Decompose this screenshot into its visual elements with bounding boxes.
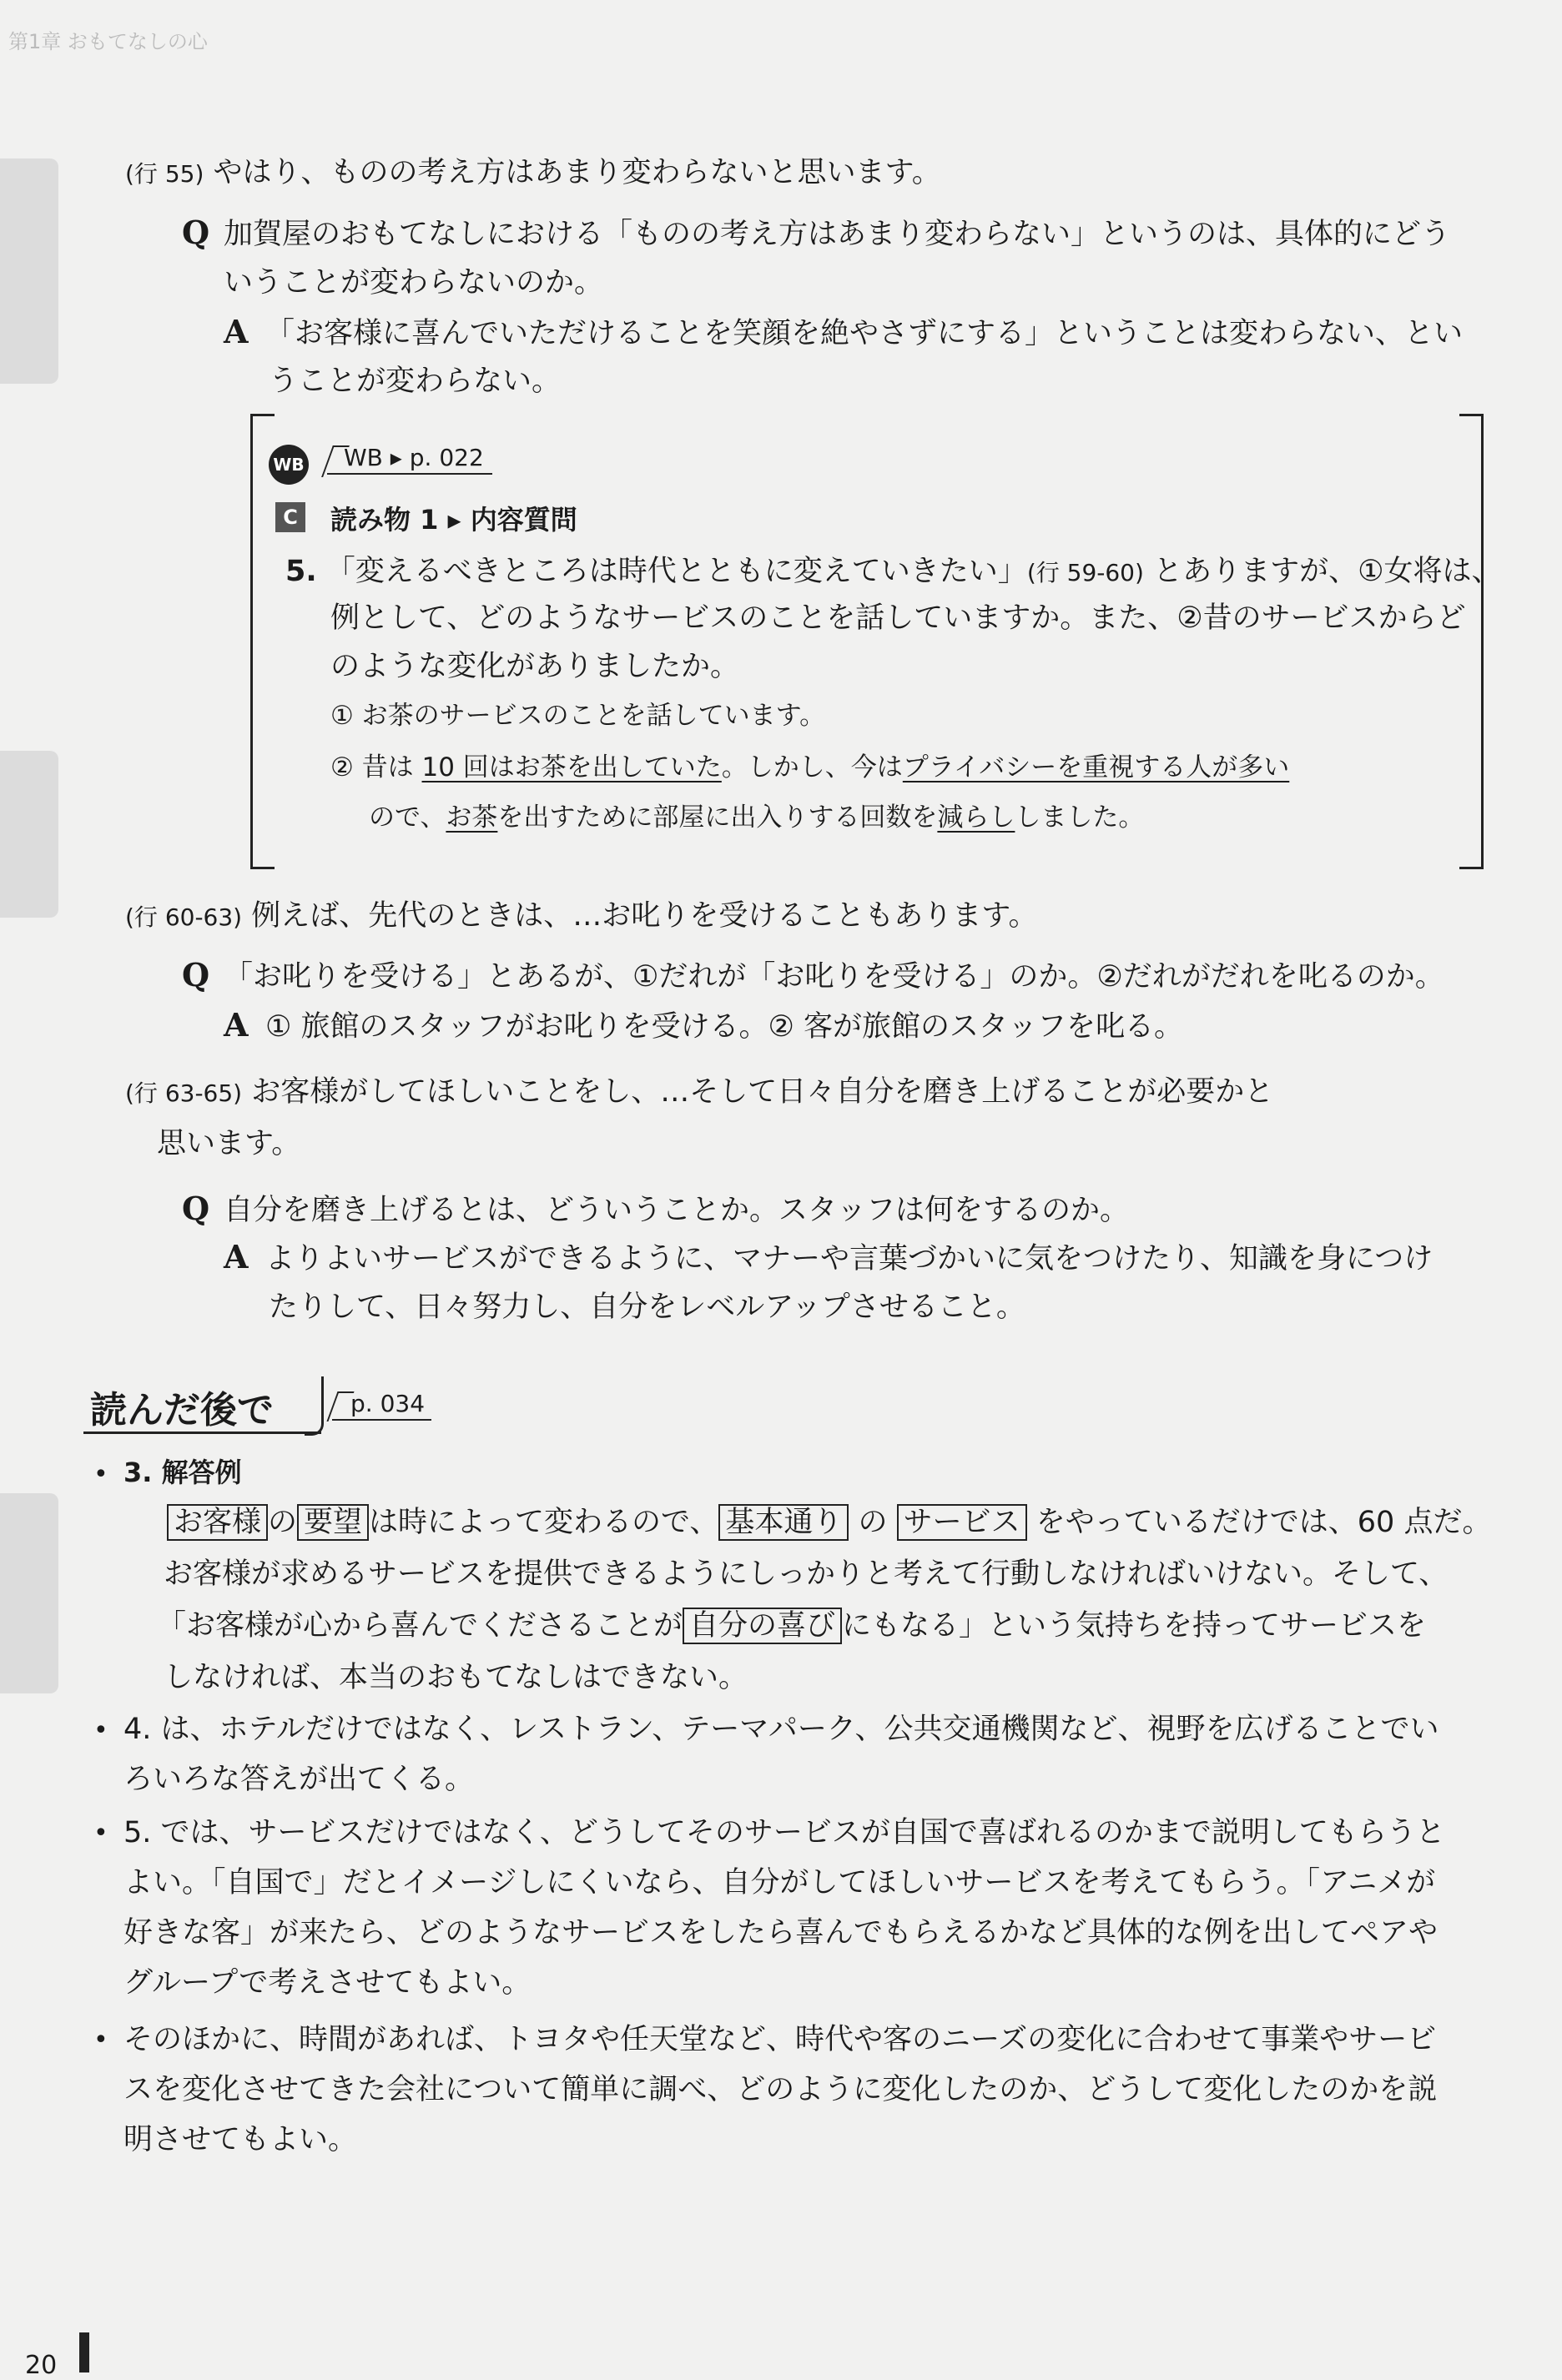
body-line: 4. は、ホテルだけではなく、レストラン、テーマパーク、公共交通機関など、視野を広げることでい [123, 1713, 1439, 1746]
answer-text: よりよいサービスができるように、マナーや言葉づかいに気をつけたり、知識を身につけ [265, 1242, 1434, 1276]
answer-text: 「お客様に喜んでいただけることを笑顔を絶やさずにする」ということは変わらない、とい [265, 317, 1464, 350]
chapter-tab [0, 1493, 58, 1693]
question-line [182, 956, 1444, 994]
underlined-text: お茶 [446, 803, 498, 833]
body-line: そのほかに、時間があれば、トヨタや任天堂など、時代や客のニーズの変化に合わせて事業やサービ [123, 2023, 1437, 2056]
page-marker-bar [79, 2332, 89, 2372]
bullet: • [93, 1716, 108, 1745]
answer-line [224, 1006, 1183, 1044]
wb-answer-text: しました。 [1015, 803, 1145, 833]
body-text: の [849, 1506, 897, 1539]
page-number: 20 [25, 2351, 58, 2380]
body-line: 5. では、サービスだけではなく、どうしてそのサービスが自国で喜ばれるのかまで説明してもらうと [123, 1816, 1445, 1849]
quote-line [125, 898, 1037, 933]
quote-line [125, 155, 941, 190]
body-line: 好きな客」が来たら、どのようなサービスをしたら喜んでもらえるかなど具体的な例を出してペアや [123, 1916, 1439, 1950]
underlined-text: プライバシーを重視する人が多い [902, 752, 1290, 782]
bracket-left [250, 414, 275, 869]
workbook-page-ref: WB ▸ p. 022 [327, 444, 492, 475]
wb-question-line [285, 554, 1500, 589]
section-badge: C [275, 502, 305, 532]
quote-text: 例えば、先代のときは、…お叱りを受けることもあります。 [251, 899, 1038, 933]
wb-question-text: とありますが、①女将は、 [1153, 555, 1501, 588]
quote-text: やはり、ものの考え方はあまり変わらないと思います。 [213, 156, 941, 189]
line-ref: (行 55) [125, 160, 204, 188]
question-text: 「お叱りを受ける」とあるが、①だれが「お叱りを受ける」のか。②だれがだれを叱るのか。 [224, 960, 1444, 994]
body-line: スを変化させてきた会社について簡単に調べ、どのように変化したのか、どうして変化したのかを説 [123, 2073, 1438, 2106]
underlined-text: 10 回はお茶を出していた [421, 752, 722, 782]
answer-text: ① 旅館のスタッフがお叱りを受ける。② 客が旅館のスタッフを叱る。 [265, 1010, 1184, 1044]
question-text: 自分を磨き上げるとは、どういうことか。スタッフは何をするのか。 [224, 1194, 1130, 1227]
a-marker: A [224, 313, 249, 350]
body-text: の [268, 1506, 298, 1539]
body-line: よい。「自国で」だとイメージしにくいなら、自分がしてほしいサービスを考えてもらう。「アニメが [123, 1866, 1436, 1899]
wb-answer-text: ② 昔は [330, 752, 422, 782]
wb-answer-text: ので、 [369, 803, 446, 833]
answer-line: うことが変わらない。 [269, 365, 562, 398]
line-ref: (行 60-63) [125, 903, 243, 931]
section-title: 読んだ後で [90, 1389, 274, 1432]
body-line: 明させてもよい。 [123, 2123, 358, 2156]
question-line [182, 214, 1450, 252]
body-text: をやっているだけでは、60 点だ。 [1026, 1506, 1492, 1539]
answer-example-label: 3. 解答例 [123, 1457, 242, 1488]
underlined-text: 減らし [937, 803, 1015, 833]
chapter-tab [0, 158, 58, 384]
answer-line: たりして、日々努力し、自分をレベルアップさせること。 [269, 1291, 1025, 1324]
a-marker: A [224, 1238, 249, 1276]
section-page-ref: p. 034 [332, 1390, 431, 1421]
body-line [157, 1608, 1426, 1643]
bracket-right [1459, 414, 1484, 869]
body-line: ろいろな答えが出てくる。 [123, 1763, 475, 1796]
boxed-term: 自分の喜び [683, 1608, 842, 1644]
answer-line [224, 313, 1463, 351]
boxed-term: 基本通り [718, 1504, 849, 1541]
bullet: • [93, 2025, 108, 2055]
workbook-heading: 読み物 1 ▸ 内容質問 [330, 504, 577, 536]
quote-text: お客様がしてほしいことをし、…そして日々自分を磨き上げることが必要かと [251, 1075, 1274, 1109]
line-ref: (行 63-65) [125, 1079, 243, 1107]
running-header: 第1章 おもてなしの心 [8, 30, 208, 53]
question-text: 加賀屋のおもてなしにおける「ものの考え方はあまり変わらない」というのは、具体的にどう [224, 218, 1451, 251]
boxed-term: サービス [897, 1504, 1027, 1541]
wb-question-line: 例として、どのようなサービスのことを話していますか。また、②昔のサービスからど [330, 601, 1466, 635]
q-marker: Q [182, 214, 210, 251]
body-line: お客様が求めるサービスを提供できるようにしっかりと考えて行動しなければいけない。そして、 [164, 1557, 1449, 1591]
a-marker: A [224, 1006, 249, 1044]
boxed-term: お客様 [167, 1504, 268, 1541]
q-marker: Q [182, 1190, 210, 1227]
quote-line [125, 1074, 1273, 1109]
bullet: • [93, 1819, 108, 1848]
workbook-icon: WB [269, 445, 309, 485]
wb-question-text: 「変えるべきところは時代とともに変えていきたい」 [325, 555, 1027, 588]
wb-answer-line [330, 752, 1289, 783]
quote-line: 思います。 [157, 1127, 301, 1160]
title-rule [83, 1432, 321, 1434]
answer-line [224, 1238, 1433, 1276]
wb-question-line: のような変化がありましたか。 [330, 650, 740, 683]
body-text: にもなる」という気持ちを持ってサービスを [842, 1609, 1427, 1643]
body-text: 「お客様が心から喜んでくださることが [157, 1609, 683, 1643]
body-line: グループで考えさせてもよい。 [123, 1966, 532, 2000]
boxed-term: 要望 [297, 1504, 369, 1541]
body-line: しなければ、本当のおもてなしはできない。 [164, 1661, 748, 1694]
question-line: いうことが変わらないのか。 [224, 266, 604, 299]
wb-answer-text: を出すために部屋に出入りする回数を [497, 803, 938, 833]
body-text: は時によって変わるので、 [369, 1506, 719, 1539]
workbook-box [250, 414, 1484, 864]
q-marker: Q [182, 956, 210, 994]
wb-answer-line [369, 803, 1144, 833]
line-ref: (行 59-60) [1026, 559, 1144, 586]
bullet: • [93, 1460, 108, 1489]
question-line [182, 1190, 1129, 1228]
body-line [167, 1505, 1491, 1540]
wb-answer-text: 。しかし、今は [721, 752, 903, 782]
question-number: 5. [285, 555, 317, 588]
wb-answer-line: ① お茶のサービスのことを話しています。 [330, 701, 826, 731]
title-hook [305, 1376, 324, 1436]
chapter-tab [0, 751, 58, 918]
